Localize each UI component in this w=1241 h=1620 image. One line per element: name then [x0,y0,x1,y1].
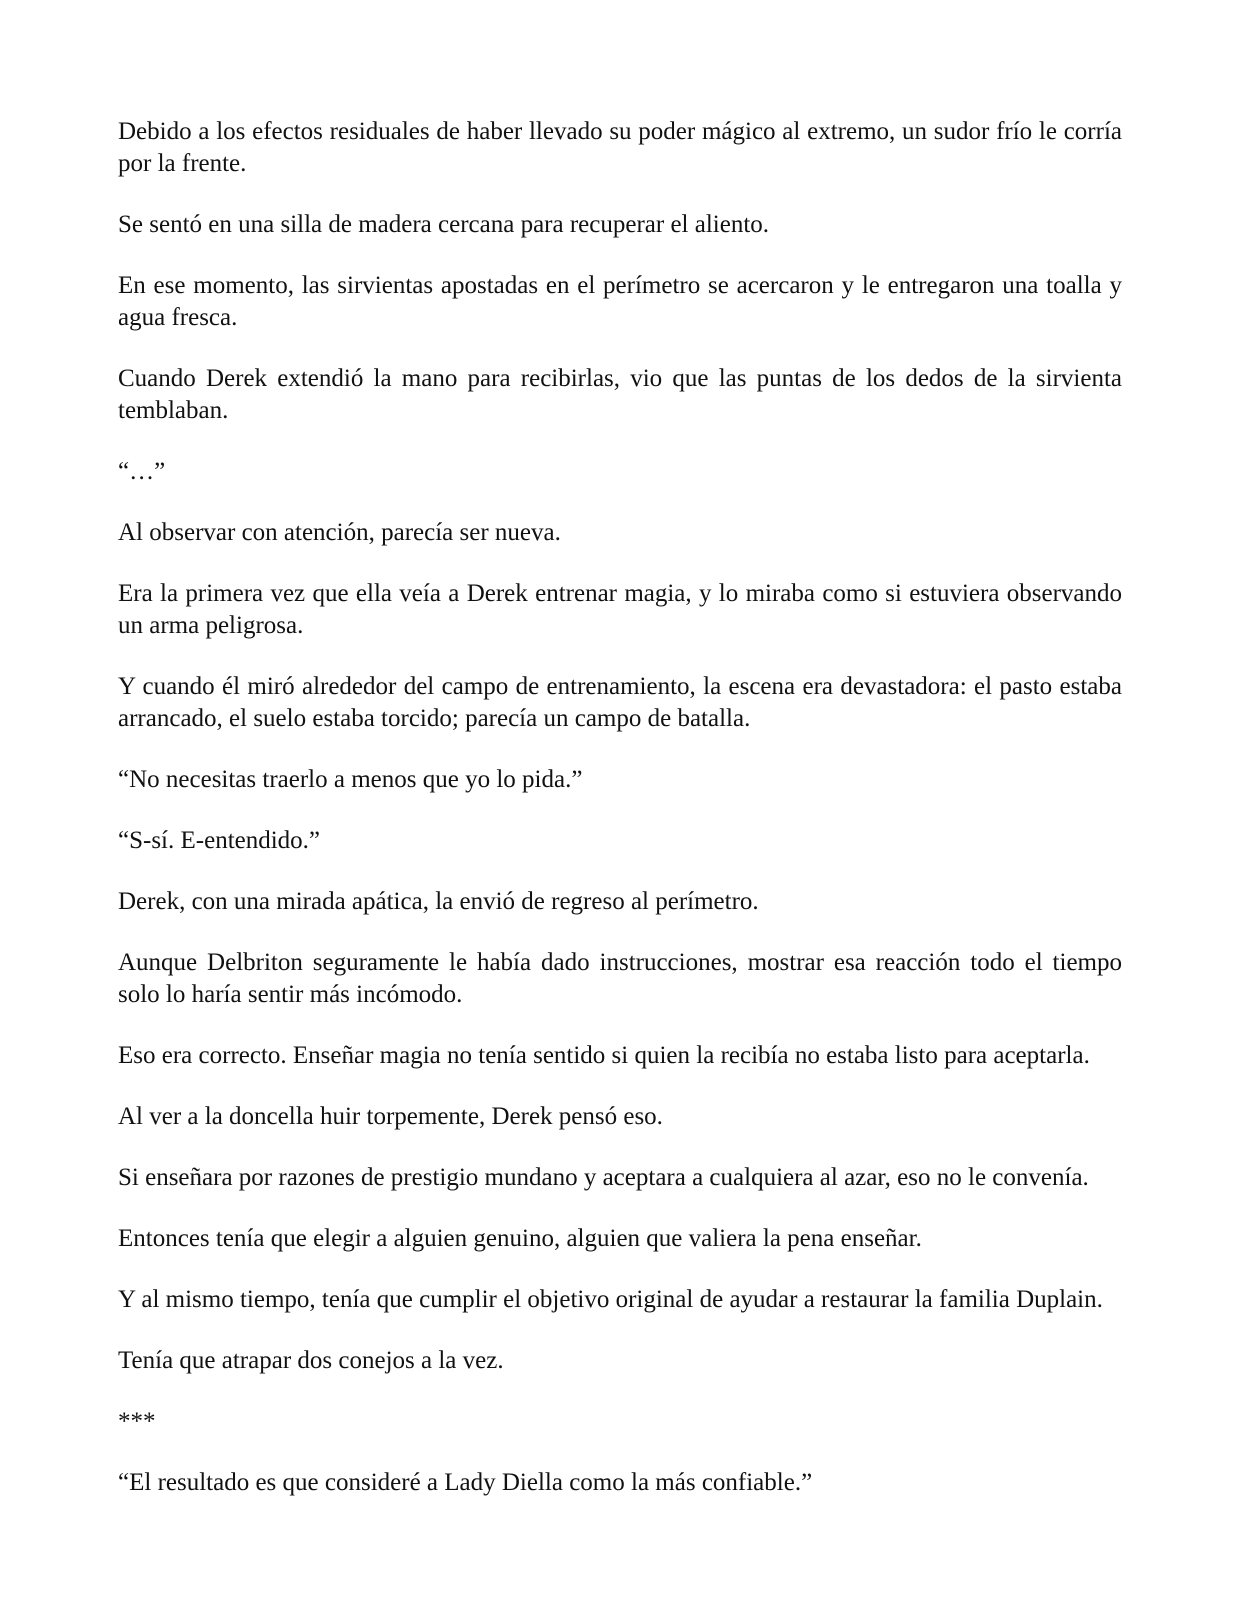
paragraph: Si enseñara por razones de prestigio mundano y aceptara a cualquiera al azar, eso no le convenía. [118,1164,1089,1191]
paragraph: Al observar con atención, parecía ser nueva. [118,519,561,546]
paragraph: Cuando Derek extendió la mano para recibirlas, vio que las puntas de los dedos de la sirvienta temblaban. [118,365,1122,424]
paragraph: Aunque Delbriton seguramente le había dado instrucciones, mostrar esa reacción todo el tiempo solo lo haría sentir más incómodo. [118,949,1122,1008]
paragraph: Entonces tenía que elegir a alguien genuino, alguien que valiera la pena enseñar. [118,1225,922,1252]
paragraph: Tenía que atrapar dos conejos a la vez. [118,1347,504,1374]
paragraph: “El resultado es que consideré a Lady Diella como la más confiable.” [118,1469,813,1496]
paragraph: Y al mismo tiempo, tenía que cumplir el objetivo original de ayudar a restaurar la familia Duplain. [118,1286,1103,1313]
paragraph: Eso era correcto. Enseñar magia no tenía sentido si quien la recibía no estaba listo para aceptarla. [118,1042,1090,1069]
paragraph: Al ver a la doncella huir torpemente, Derek pensó eso. [118,1103,663,1130]
paragraph: Se sentó en una silla de madera cercana para recuperar el aliento. [118,211,770,238]
paragraph: Debido a los efectos residuales de haber llevado su poder mágico al extremo, un sudor frío le corría por la frente. [118,118,1122,177]
paragraph: “S-sí. E-entendido.” [118,827,321,854]
paragraph: “…” [118,458,166,485]
scene-break: *** [118,1408,156,1435]
paragraph: Derek, con una mirada apática, la envió de regreso al perímetro. [118,888,759,915]
paragraph: Y cuando él miró alrededor del campo de entrenamiento, la escena era devastadora: el pasto estaba arrancado, el suelo estaba torcido; parecía un campo de batalla. [118,673,1122,732]
document-page [118,116,1122,1528]
paragraph: “No necesitas traerlo a menos que yo lo pida.” [118,766,583,793]
paragraph: En ese momento, las sirvientas apostadas en el perímetro se acercaron y le entregaron una toalla y agua fresca. [118,272,1122,331]
paragraph: Era la primera vez que ella veía a Derek entrenar magia, y lo miraba como si estuviera observando un arma peligrosa. [118,580,1122,639]
